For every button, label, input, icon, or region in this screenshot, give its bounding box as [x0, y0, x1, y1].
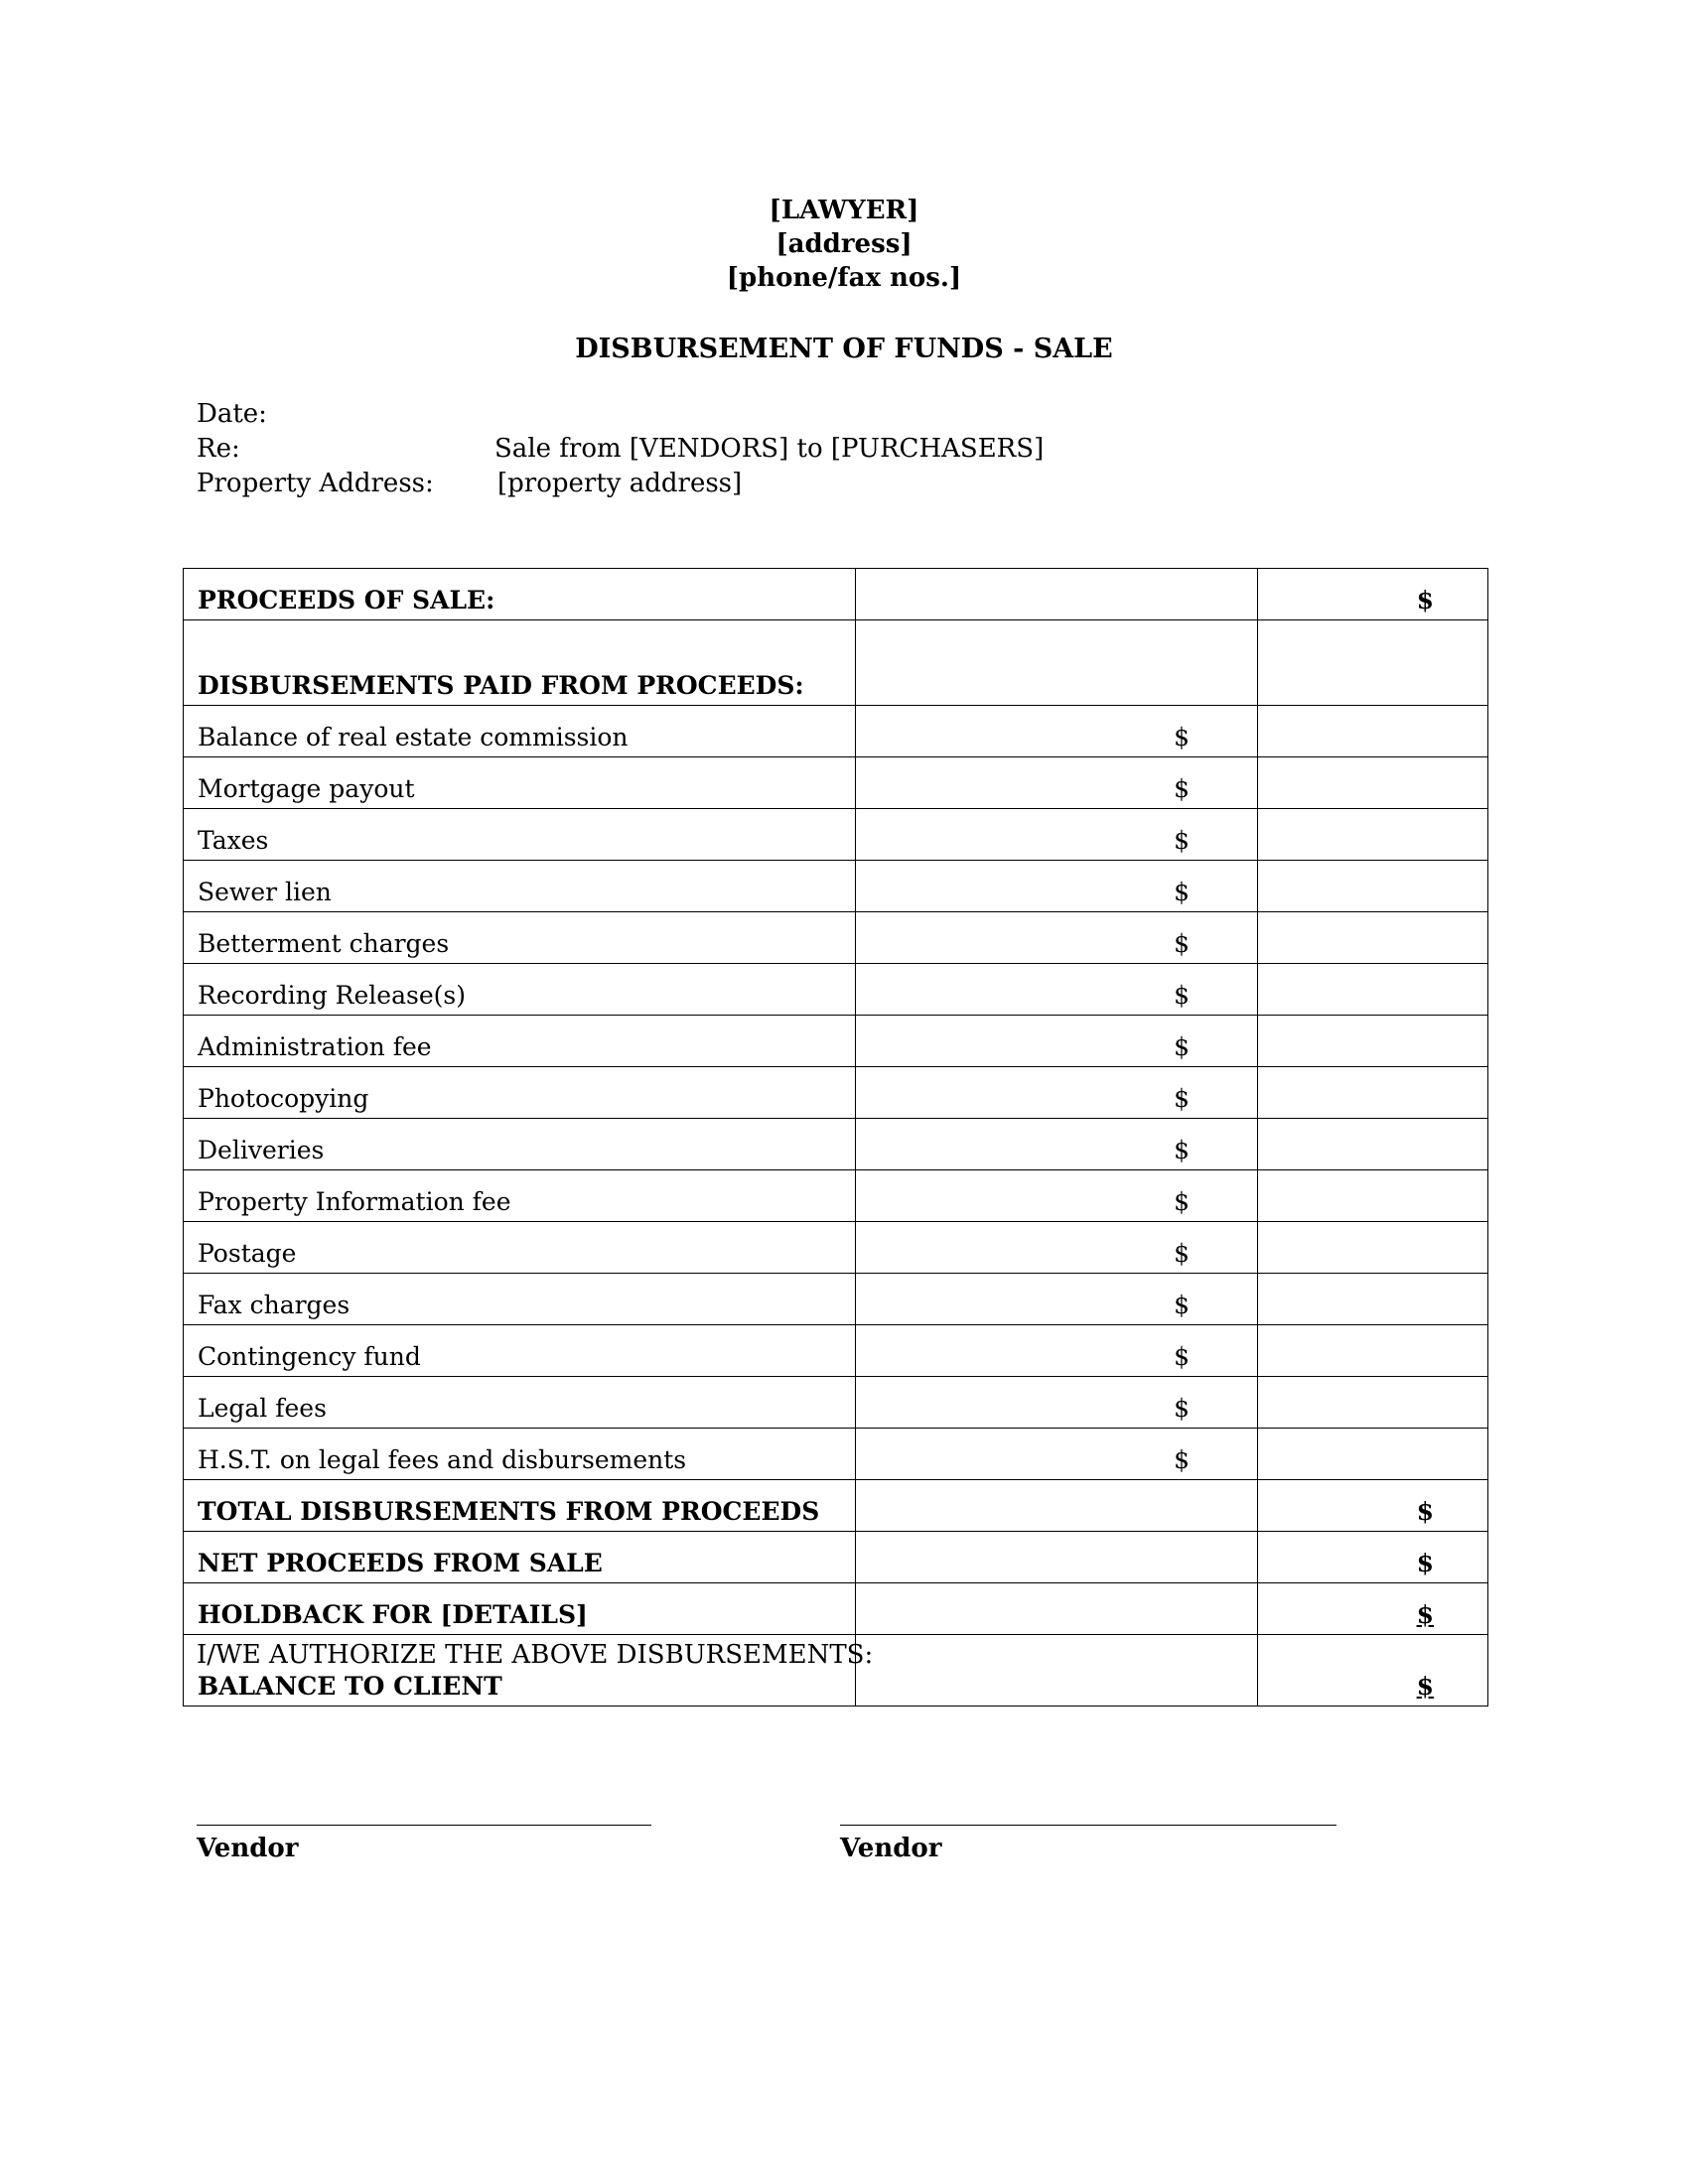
- proceeds-total-cell: $: [1258, 569, 1488, 620]
- item-total: [1258, 1429, 1488, 1480]
- item-label: Fax charges: [184, 1274, 856, 1325]
- total-disbursements-row: [184, 1480, 1488, 1532]
- net-proceeds-row: [184, 1532, 1488, 1583]
- property-value: [property address]: [497, 469, 743, 498]
- table-row: [184, 964, 1488, 1016]
- item-label: Photocopying: [184, 1067, 856, 1119]
- property-label: Property Address:: [197, 469, 434, 498]
- total-currency: [1258, 1583, 1488, 1635]
- table-row: [184, 1222, 1488, 1274]
- date-label: Date:: [197, 399, 267, 429]
- item-label: H.S.T. on legal fees and disbursements: [184, 1429, 856, 1480]
- table-row: [184, 809, 1488, 861]
- item-total: [1258, 706, 1488, 757]
- item-label: Administration fee: [184, 1016, 856, 1067]
- item-total: [1258, 1377, 1488, 1429]
- signature-line: [197, 1825, 651, 1826]
- item-label: Betterment charges: [184, 912, 856, 964]
- signature-block-2: [840, 1825, 1336, 1865]
- meta-date-row: [197, 397, 1044, 432]
- item-label: Postage: [184, 1222, 856, 1274]
- item-total: [1258, 1222, 1488, 1274]
- item-amount: $: [856, 964, 1258, 1016]
- disbursement-table: [183, 568, 1488, 1706]
- item-amount: $: [856, 757, 1258, 809]
- authorization-statement: I/WE AUTHORIZE THE ABOVE DISBURSEMENTS:: [197, 1640, 874, 1670]
- disbursements-header-total: [1258, 620, 1488, 706]
- item-total: [1258, 964, 1488, 1016]
- item-amount: $: [856, 1119, 1258, 1170]
- total-label: HOLDBACK FOR [DETAILS]: [184, 1583, 856, 1635]
- total-currency: $: [1258, 1532, 1488, 1583]
- table-row: [184, 757, 1488, 809]
- item-amount: $: [856, 1274, 1258, 1325]
- table-row: [184, 1119, 1488, 1170]
- item-amount: $: [856, 1325, 1258, 1377]
- item-amount: $: [856, 1222, 1258, 1274]
- item-amount: $: [856, 1016, 1258, 1067]
- item-total: [1258, 1170, 1488, 1222]
- item-total: [1258, 1274, 1488, 1325]
- lawyer-phone: [phone/fax nos.]: [726, 263, 962, 293]
- meta-re-row: [197, 432, 1044, 467]
- item-amount: $: [856, 809, 1258, 861]
- document-title: DISBURSEMENT OF FUNDS - SALE: [575, 334, 1113, 364]
- signature-line: [840, 1825, 1336, 1826]
- proceeds-label: PROCEEDS OF SALE:: [184, 569, 856, 620]
- item-total: [1258, 809, 1488, 861]
- item-label: Contingency fund: [184, 1325, 856, 1377]
- total-amount-cell: [856, 1532, 1258, 1583]
- table-row: [184, 912, 1488, 964]
- disbursements-header: DISBURSEMENTS PAID FROM PROCEEDS:: [184, 620, 856, 706]
- item-amount: $: [856, 1377, 1258, 1429]
- item-label: Mortgage payout: [184, 757, 856, 809]
- signature-label: Vendor: [197, 1834, 299, 1863]
- disbursements-header-row: [184, 620, 1488, 706]
- total-label: NET PROCEEDS FROM SALE: [184, 1532, 856, 1583]
- balance-currency: $: [1416, 1672, 1434, 1701]
- table-row: [184, 1274, 1488, 1325]
- table-row: [184, 1429, 1488, 1480]
- re-label: Re:: [197, 434, 240, 464]
- holdback-currency: $: [1416, 1600, 1434, 1629]
- proceeds-amount-cell: [856, 569, 1258, 620]
- item-label: Legal fees: [184, 1377, 856, 1429]
- lawyer-name: [LAWYER]: [769, 196, 919, 225]
- lawyer-address: [address]: [775, 229, 913, 259]
- item-total: [1258, 1119, 1488, 1170]
- signature-label: Vendor: [840, 1834, 942, 1863]
- total-amount-cell: [856, 1635, 1258, 1706]
- table-row: [184, 1067, 1488, 1119]
- total-amount-cell: [856, 1583, 1258, 1635]
- item-label: Recording Release(s): [184, 964, 856, 1016]
- item-total: [1258, 757, 1488, 809]
- proceeds-row: [184, 569, 1488, 620]
- item-amount: $: [856, 861, 1258, 912]
- item-total: [1258, 1016, 1488, 1067]
- total-currency: [1258, 1635, 1488, 1706]
- total-label: TOTAL DISBURSEMENTS FROM PROCEEDS: [184, 1480, 856, 1532]
- document-meta: [197, 397, 1044, 501]
- total-label: BALANCE TO CLIENT: [184, 1635, 856, 1706]
- item-amount: $: [856, 1429, 1258, 1480]
- table-row: [184, 1377, 1488, 1429]
- item-amount: $: [856, 1170, 1258, 1222]
- item-label: Deliveries: [184, 1119, 856, 1170]
- total-currency: $: [1258, 1480, 1488, 1532]
- total-amount-cell: [856, 1480, 1258, 1532]
- table-row: [184, 1170, 1488, 1222]
- table-row: [184, 1016, 1488, 1067]
- table-row: [184, 706, 1488, 757]
- item-label: Taxes: [184, 809, 856, 861]
- table-row: [184, 861, 1488, 912]
- item-label: Property Information fee: [184, 1170, 856, 1222]
- holdback-row: [184, 1583, 1488, 1635]
- item-amount: $: [856, 706, 1258, 757]
- re-value: Sale from [VENDORS] to [PURCHASERS]: [494, 434, 1045, 464]
- item-total: [1258, 1067, 1488, 1119]
- item-total: [1258, 912, 1488, 964]
- item-total: [1258, 861, 1488, 912]
- item-label: Balance of real estate commission: [184, 706, 856, 757]
- item-label: Sewer lien: [184, 861, 856, 912]
- letterhead: [0, 194, 1688, 295]
- item-amount: $: [856, 912, 1258, 964]
- table-row: [184, 1325, 1488, 1377]
- disbursements-header-amount: [856, 620, 1258, 706]
- signature-block-1: [197, 1825, 651, 1865]
- meta-property-row: [197, 467, 1044, 501]
- item-total: [1258, 1325, 1488, 1377]
- item-amount: $: [856, 1067, 1258, 1119]
